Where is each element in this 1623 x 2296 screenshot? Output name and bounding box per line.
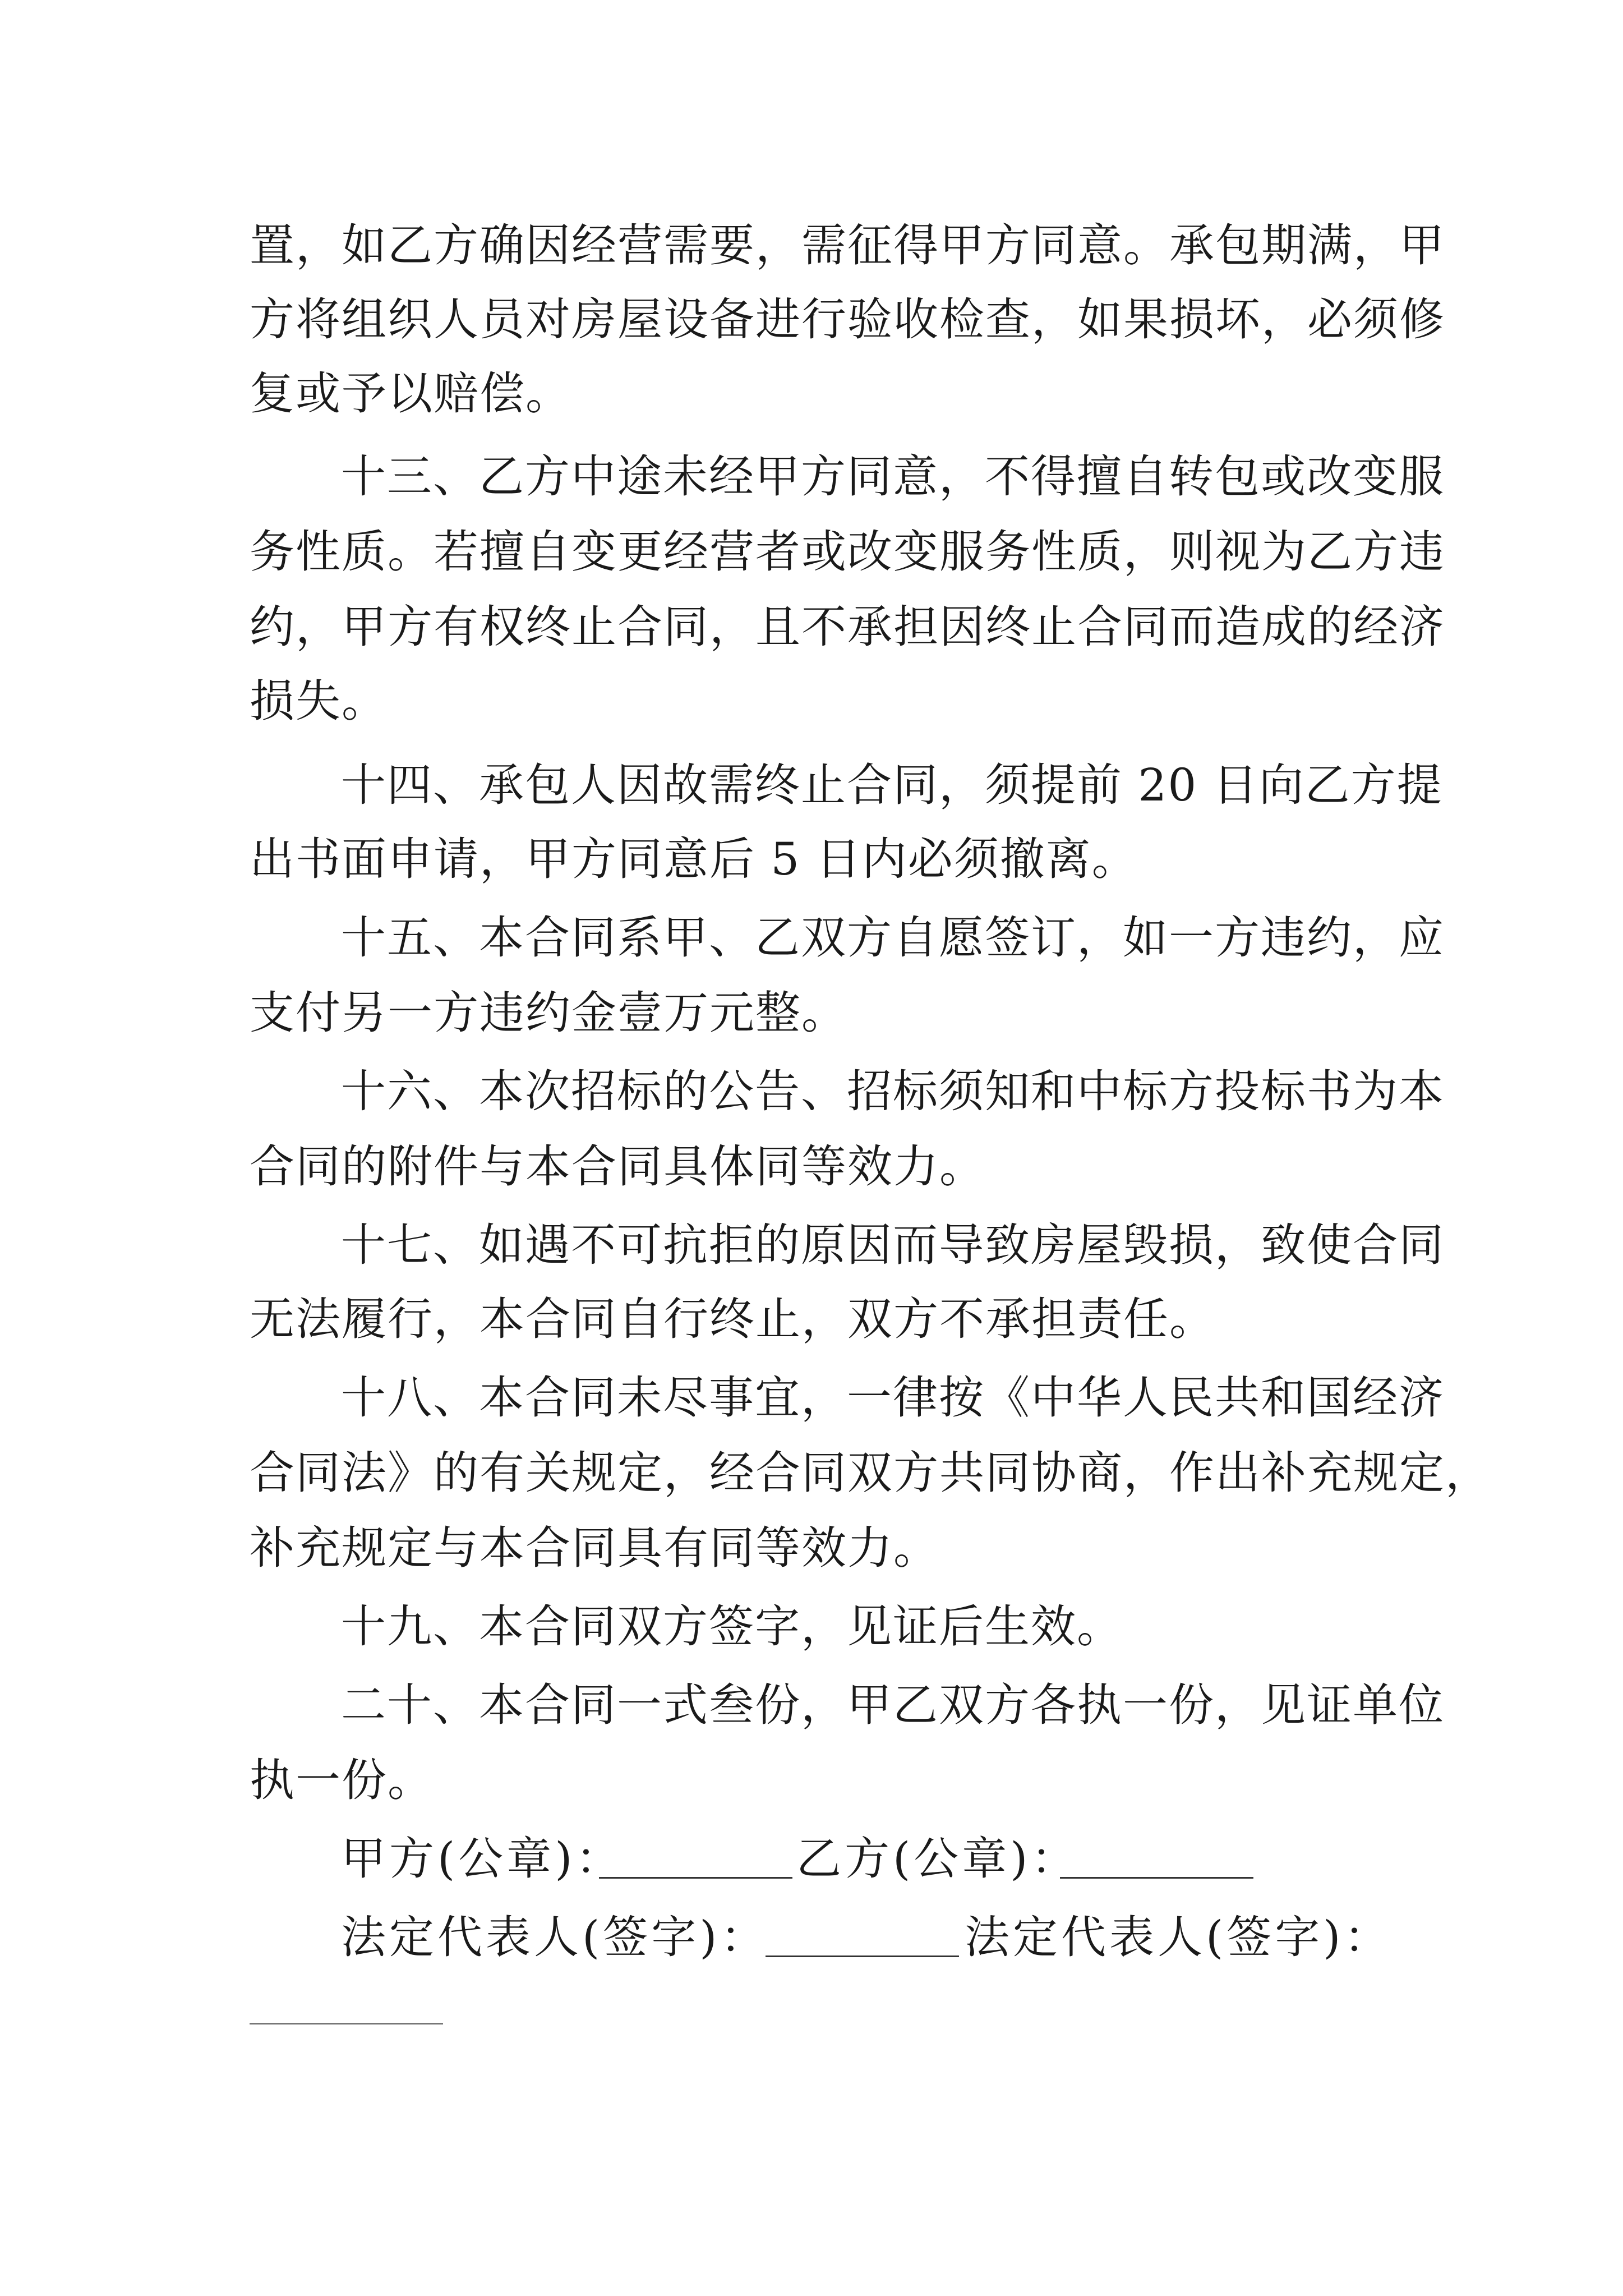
clause-14-line-1: 十四、承包人因故需终止合同，须提前 20 日向乙方提 [341, 759, 1443, 811]
paragraph-1-line-3: 复或予以赔偿。 [250, 367, 571, 420]
party-b-seal-label: 乙方(公章)： [796, 1833, 1080, 1885]
clause-14-line-2: 出书面申请，甲方同意后 5 日内必须撤离。 [250, 833, 1138, 885]
party-b-rep-label: 法定代表人(签字)： [965, 1911, 1393, 1963]
clause-20-line-1: 二十、本合同一式叁份，甲乙双方各执一份，见证单位 [341, 1679, 1445, 1731]
clause-13-line-3: 约，甲方有权终止合同，且不承担因终止合同而造成的经济 [250, 601, 1445, 653]
party-b-seal-blank[interactable] [1060, 1877, 1253, 1879]
clause-15-line-1: 十五、本合同系甲、乙双方自愿签订，如一方违约，应 [341, 912, 1445, 964]
clause-18-line-1: 十八、本合同未尽事宜，一律按《中华人民共和国经济 [341, 1372, 1445, 1424]
clause-16-line-2: 合同的附件与本合同具体同等效力。 [250, 1140, 985, 1193]
clause-18-line-3: 补充规定与本合同具有同等效力。 [250, 1522, 939, 1574]
clause-20-line-2: 执一份。 [250, 1754, 434, 1806]
clause-15-line-2: 支付另一方违约金壹万元整。 [250, 987, 847, 1039]
party-b-rep-blank[interactable] [250, 2023, 443, 2024]
clause-18-line-2: 合同法》的有关规定，经合同双方共同协商，作出补充规定， [250, 1447, 1491, 1499]
clause-19-line-1: 十九、本合同双方签字，见证后生效。 [341, 1600, 1123, 1653]
party-a-rep-blank[interactable] [766, 1955, 959, 1957]
party-a-rep-label: 法定代表人(签字)： [341, 1911, 769, 1963]
clause-17-line-2: 无法履行，本合同自行终止，双方不承担责任。 [250, 1293, 1215, 1345]
clause-13-line-1: 十三、乙方中途未经甲方同意，不得擅自转包或改变服 [341, 450, 1445, 503]
paragraph-1-line-1: 置，如乙方确因经营需要，需征得甲方同意。承包期满，甲 [250, 219, 1445, 272]
clause-13-line-4: 损失。 [250, 675, 388, 727]
paragraph-1-line-2: 方将组织人员对房屋设备进行验收检查，如果损坏，必须修 [250, 293, 1445, 346]
clause-17-line-1: 十七、如遇不可抗拒的原因而导致房屋毁损，致使合同 [341, 1219, 1445, 1271]
clause-16-line-1: 十六、本次招标的公告、招标须知和中标方投标书为本 [341, 1065, 1445, 1117]
clause-13-line-2: 务性质。若擅自变更经营者或改变服务性质，则视为乙方违 [250, 526, 1445, 578]
party-a-seal-blank[interactable] [599, 1877, 792, 1879]
party-a-seal-label: 甲方(公章)： [341, 1833, 624, 1885]
